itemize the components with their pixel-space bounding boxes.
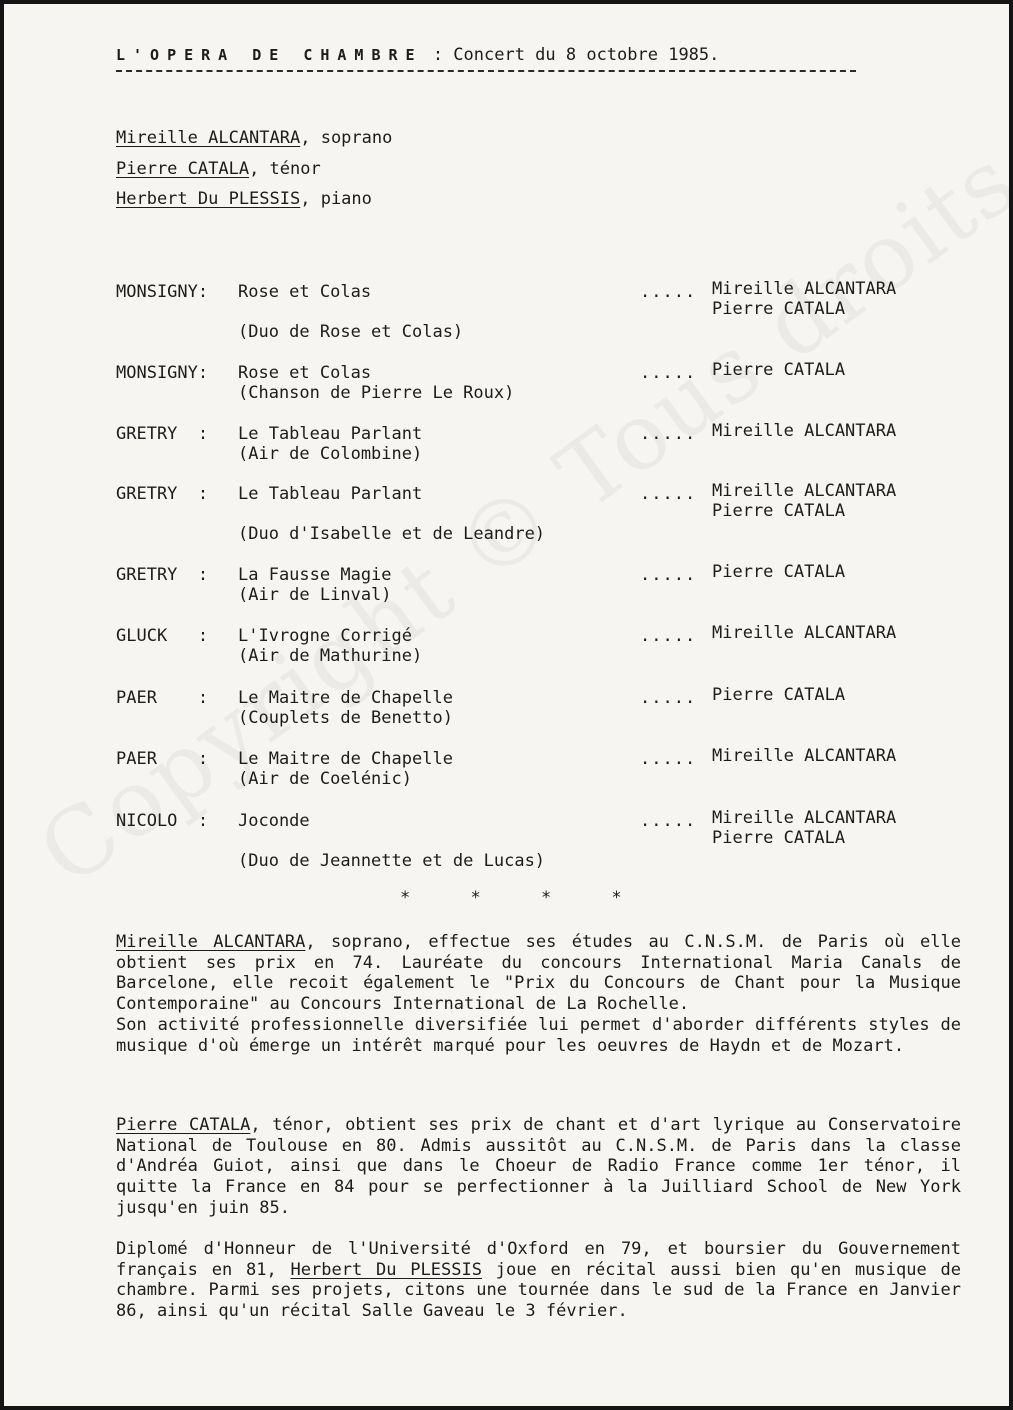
bio-text: Diplomé d'Honneur de l'Université d'Oxford en 79, et boursier du Gouvernement français en 81, bbox=[116, 1239, 961, 1280]
composer: GRETRY : bbox=[116, 565, 209, 585]
performer-name: Mireille ALCANTARA bbox=[116, 128, 301, 148]
document-header bbox=[116, 45, 719, 65]
composer: MONSIGNY: bbox=[116, 363, 209, 383]
bio-catala bbox=[116, 1115, 961, 1219]
item-performer: Mireille ALCANTARA bbox=[712, 623, 897, 643]
performer-row bbox=[116, 157, 392, 188]
work-title: Joconde bbox=[238, 811, 310, 831]
work-excerpt: (Duo d'Isabelle et de Leandre) bbox=[238, 524, 546, 544]
performer-name: Pierre CATALA bbox=[116, 158, 250, 179]
bio-name: Mireille ALCANTARA bbox=[116, 932, 306, 952]
composer: GLUCK : bbox=[116, 626, 209, 646]
work-title: Le Tableau Parlant bbox=[238, 484, 423, 504]
leader-dots: ..... bbox=[640, 424, 697, 444]
work-excerpt: (Duo de Jeannette et de Lucas) bbox=[238, 851, 546, 871]
performer-role: , soprano bbox=[300, 128, 393, 148]
leader-dots: ..... bbox=[640, 282, 697, 302]
performer-role: , piano bbox=[300, 189, 372, 209]
work-excerpt: (Duo de Rose et Colas) bbox=[238, 322, 464, 342]
leader-dots: ..... bbox=[640, 484, 697, 504]
item-performer: Pierre CATALA bbox=[712, 501, 846, 521]
performer-row bbox=[116, 187, 392, 218]
work-excerpt: (Air de Coelénic) bbox=[238, 769, 412, 789]
concert-date: : Concert du 8 octobre 1985. bbox=[432, 45, 720, 65]
performer-row bbox=[116, 126, 392, 157]
bio-alcantara bbox=[116, 932, 961, 1056]
item-performer: Mireille ALCANTARA bbox=[712, 421, 897, 441]
work-excerpt: (Air de Linval) bbox=[238, 585, 392, 605]
composer: GRETRY : bbox=[116, 484, 209, 504]
performer-role: , ténor bbox=[249, 158, 321, 179]
item-performer: Pierre CATALA bbox=[712, 299, 846, 319]
composer: PAER : bbox=[116, 749, 209, 769]
work-title: Le Tableau Parlant bbox=[238, 424, 423, 444]
item-performer: Mireille ALCANTARA bbox=[712, 808, 897, 828]
item-performer: Mireille ALCANTARA bbox=[712, 279, 897, 299]
bio-name: Pierre CATALA bbox=[116, 1115, 251, 1135]
header-dashed-rule bbox=[116, 70, 856, 72]
work-title: Le Maitre de Chapelle bbox=[238, 749, 453, 769]
bio-name: Herbert Du PLESSIS bbox=[290, 1259, 482, 1280]
leader-dots: ..... bbox=[640, 749, 697, 769]
item-performer: Pierre CATALA bbox=[712, 360, 846, 380]
composer: GRETRY : bbox=[116, 424, 209, 444]
section-separator: * * * * bbox=[400, 888, 622, 908]
work-title: Le Maitre de Chapelle bbox=[238, 688, 453, 708]
bio-text: Son activité professionnelle diversifiée lui permet d'aborder différents styles de musique d'où émerge un intérêt marqué pour les oeuvres de Haydn et de Mozart. bbox=[116, 1014, 961, 1056]
leader-dots: ..... bbox=[640, 565, 697, 585]
bio-text: joue en récital aussi bien qu'en musique de chambre. Parmi ses projets, citons une tournée dans le sud de la France en Janvier 86, ainsi qu'un récital Salle Gaveau le 3 février. bbox=[116, 1259, 961, 1322]
leader-dots: ..... bbox=[640, 811, 697, 831]
work-title: La Fausse Magie bbox=[238, 565, 392, 585]
item-performer: Mireille ALCANTARA bbox=[712, 481, 897, 501]
work-excerpt: (Chanson de Pierre Le Roux) bbox=[238, 383, 515, 403]
leader-dots: ..... bbox=[640, 688, 697, 708]
performer-name: Herbert Du PLESSIS bbox=[116, 189, 301, 209]
item-performer: Pierre CATALA bbox=[712, 685, 846, 705]
ensemble-title: L'OPERA DE CHAMBRE bbox=[116, 46, 423, 64]
composer: MONSIGNY: bbox=[116, 282, 209, 302]
work-excerpt: (Couplets de Benetto) bbox=[238, 708, 453, 728]
bio-text: , ténor, obtient ses prix de chant et d'art lyrique au Conservatoire National de Toulouse en 80. Admis aussitôt au C.N.S.M. de Paris dans la classe d'Andréa Guiot, ainsi que dans le Choeur de Radio France comme 1er ténor, il quitte la France en 84 pour se perfectionner à la Juilliard School de New York jusqu'en juin 85. bbox=[116, 1115, 961, 1218]
bio-plessis bbox=[116, 1239, 961, 1322]
composer: NICOLO : bbox=[116, 811, 209, 831]
composer: PAER : bbox=[116, 688, 209, 708]
item-performer: Pierre CATALA bbox=[712, 562, 846, 582]
bio-text: , soprano, effectue ses études au C.N.S.M. de Paris où elle obtient ses prix en 74. Lauréate du concours International Maria Canals de Barcelone, elle recoit également le "Prix du Concours de Chant pour la Musique Contemporaine" au Concours International de La Rochelle. bbox=[116, 932, 961, 1015]
leader-dots: ..... bbox=[640, 626, 697, 646]
work-title: L'Ivrogne Corrigé bbox=[238, 626, 412, 646]
item-performer: Pierre CATALA bbox=[712, 828, 846, 848]
leader-dots: ..... bbox=[640, 363, 697, 383]
work-excerpt: (Air de Colombine) bbox=[238, 444, 423, 464]
performers-list bbox=[116, 126, 392, 218]
work-title: Rose et Colas bbox=[238, 282, 372, 302]
work-excerpt: (Air de Mathurine) bbox=[238, 646, 423, 666]
work-title: Rose et Colas bbox=[238, 363, 372, 383]
item-performer: Mireille ALCANTARA bbox=[712, 746, 897, 766]
